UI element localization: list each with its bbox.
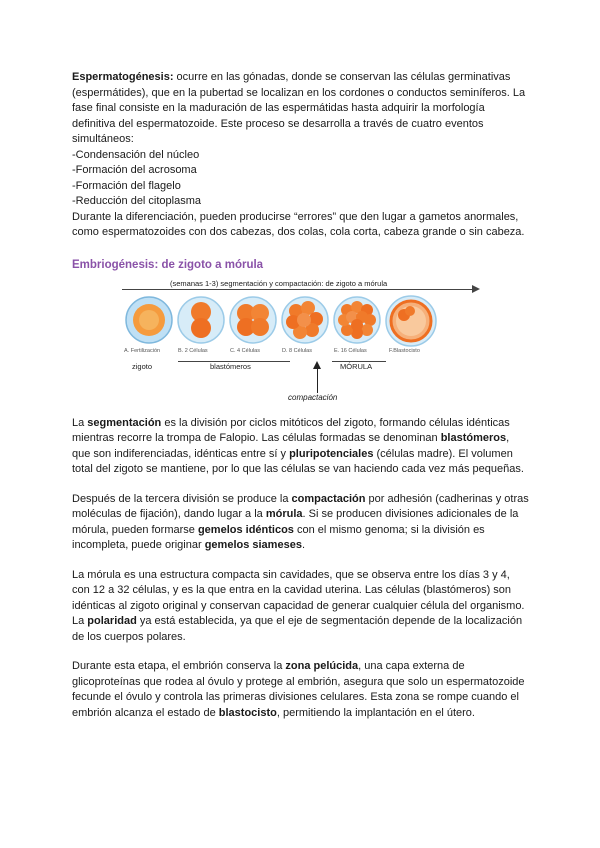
- differentiation-paragraph: Durante la diferenciación, pueden producirse “errores” que den lugar a gametos anormales, como espermatozoides con dos cabezas, dos colas, cola corta, cabeza grande o sin cabeza.: [72, 210, 525, 238]
- stage-e-label: E. 16 Células: [334, 347, 367, 354]
- sixteen-cell-image: [332, 295, 382, 345]
- compactacion-arrow: [317, 367, 318, 393]
- stage-c-label: C. 4 Células: [230, 347, 260, 354]
- blastocyst-image: [384, 295, 438, 349]
- group-morula: MÓRULA: [340, 361, 373, 371]
- figure-caption: (semanas 1-3) segmentación y compactación: de zigoto a mórula: [170, 278, 388, 288]
- stage-f-label: F.Blastocisto: [389, 347, 420, 354]
- document-page: [72, 70, 530, 721]
- timeline-arrow-head: [472, 285, 480, 293]
- compactacion-label: compactación: [288, 392, 338, 402]
- group-zigoto: zigoto: [132, 361, 153, 371]
- stage-b-label: B. 2 Células: [178, 347, 208, 354]
- zona-pelucida-paragraph: Durante esta etapa, el embrión conserva la zona pelúcida, una capa externa de glicoproteínas que rodea al óvulo y protege al embrión, asegura que solo un espermatozoide fecunde el óvulo y controla las primeras divisiones celulares. Esta zona se rompe cuando el embrión alcanza el estado de blastocisto, permitiendo la implantación en el útero.: [72, 660, 525, 719]
- stage-d-label: D. 8 Células: [282, 347, 312, 354]
- timeline-line: [122, 289, 474, 290]
- eight-cell-image: [280, 295, 330, 345]
- compactacion-paragraph: Después de la tercera división se produce la compactación por adhesión (cadherinas y otras moléculas de fijación), dando lugar a la mórula. Si se producen divisiones adicionales de la mórula, pueden formarse gemelos idénticos con el mismo genoma; si la división es incompleta, puede originar gemelos siameses.: [72, 492, 529, 551]
- four-cell-image: [228, 295, 278, 345]
- section-heading: Embriogénesis: de zigoto a mórula: [72, 258, 264, 271]
- event-1: -Condensación del núcleo: [72, 148, 200, 161]
- two-cell-image: [176, 295, 226, 345]
- event-4: -Reducción del citoplasma: [72, 195, 202, 207]
- embryo-figure: [82, 279, 522, 404]
- group-blastomeros: blastómeros: [210, 361, 251, 371]
- event-2: -Formación del acrosoma: [72, 164, 197, 176]
- morula-paragraph: La mórula es una estructura compacta sin cavidades, que se observa entre los días 3 y 4, con 12 a 32 células, y es la que entra en la cavidad uterina. Las células (blastómeros) son idénticas al zigoto original y conservan capacidad de generar cualquier célula del organismo. La polaridad ya está establecida, ya que el eje de segmentación depende de la localización de los cuerpos polares.: [72, 568, 525, 643]
- segmentacion-paragraph: La segmentación es la división por ciclos mitóticos del zigoto, formando células idénticas mientras recorre la trompa de Falopio. Las células formadas se denominan blastómeros, que son indiferenciadas, idénticas entre sí y pluripotenciales (células madre). El volumen total del zigoto se mantiene, por lo que las células se van haciendo cada vez más pequeñas.: [72, 416, 524, 475]
- term-espermatogenesis: Espermatogénesis:: [72, 71, 174, 83]
- event-3: -Formación del flagelo: [72, 179, 181, 192]
- zygote-image: [124, 295, 174, 345]
- stage-a-label: A. Fertilización: [124, 347, 161, 354]
- espermatogenesis-paragraph: Espermatogénesis: ocurre en las gónadas, donde se conservan las células germinativas (espermátides), que en la pubertad se localizan en los cordones o conductos seminíferos. La fase final consiste en la maduración de las espermátidas hasta adquirir la morfología definitiva del espermatozoide. Este proceso se desarrolla a través de cuatro eventos simultáneos:: [72, 71, 526, 145]
